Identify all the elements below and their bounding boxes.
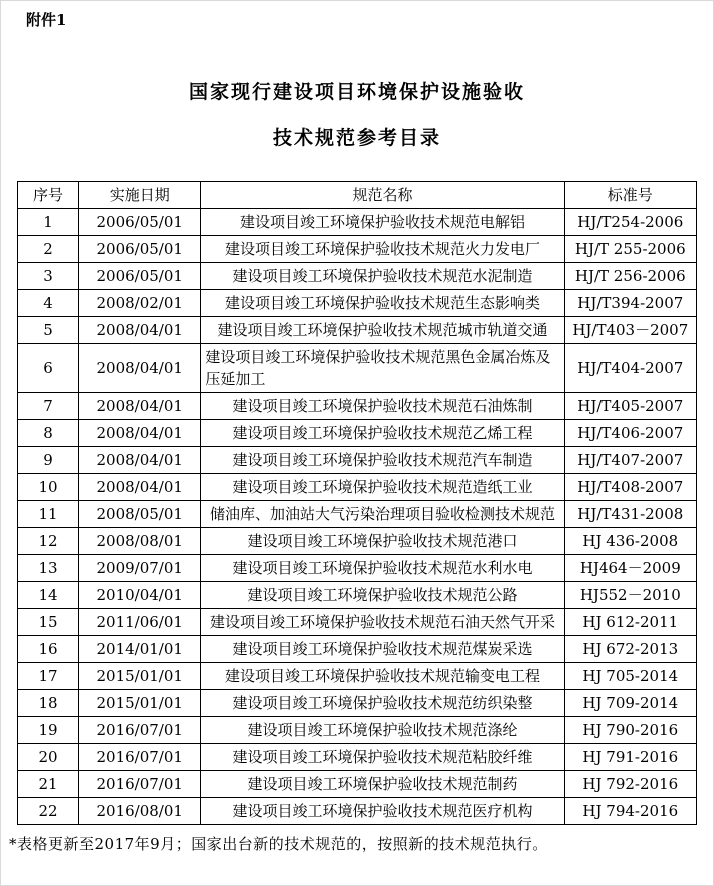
cell-std: HJ/T405-2007 (564, 393, 696, 420)
cell-date: 2008/05/01 (79, 501, 201, 528)
cell-date: 2006/05/01 (79, 236, 201, 263)
cell-std: HJ 672-2013 (564, 636, 696, 663)
cell-name: 建设项目竣工环境保护验收技术规范黑色金属冶炼及压延加工 (201, 344, 564, 393)
cell-std: HJ 709-2014 (564, 690, 696, 717)
table-row (18, 636, 697, 663)
table-row (18, 771, 697, 798)
cell-std: HJ/T254-2006 (564, 209, 696, 236)
cell-no: 8 (18, 420, 79, 447)
cell-name: 建设项目竣工环境保护验收技术规范电解铝 (201, 209, 564, 236)
cell-std: HJ/T407-2007 (564, 447, 696, 474)
cell-no: 9 (18, 447, 79, 474)
cell-date: 2016/07/01 (79, 771, 201, 798)
cell-std: HJ 612-2011 (564, 609, 696, 636)
cell-name: 建设项目竣工环境保护验收技术规范制药 (201, 771, 564, 798)
title-line-2: 技术规范参考目录 (272, 127, 441, 149)
cell-date: 2015/01/01 (79, 690, 201, 717)
cell-name: 建设项目竣工环境保护验收技术规范城市轨道交通 (201, 317, 564, 344)
table-row (18, 209, 697, 236)
table-row (18, 717, 697, 744)
cell-name: 建设项目竣工环境保护验收技术规范煤炭采选 (201, 636, 564, 663)
cell-date: 2006/05/01 (79, 209, 201, 236)
cell-std: HJ/T394-2007 (564, 290, 696, 317)
cell-date: 2011/06/01 (79, 609, 201, 636)
header-cell-no: 序号 (18, 182, 79, 209)
cell-name: 建设项目竣工环境保护验收技术规范水泥制造 (201, 263, 564, 290)
cell-std: HJ/T 256-2006 (564, 263, 696, 290)
table-row (18, 501, 697, 528)
cell-name: 建设项目竣工环境保护验收技术规范水利水电 (201, 555, 564, 582)
cell-name: 建设项目竣工环境保护验收技术规范输变电工程 (201, 663, 564, 690)
cell-no: 7 (18, 393, 79, 420)
cell-no: 2 (18, 236, 79, 263)
table-row (18, 263, 697, 290)
cell-name: 建设项目竣工环境保护验收技术规范乙烯工程 (201, 420, 564, 447)
cell-no: 3 (18, 263, 79, 290)
cell-no: 5 (18, 317, 79, 344)
cell-no: 10 (18, 474, 79, 501)
table-body (18, 209, 697, 825)
table-row (18, 744, 697, 771)
table-row (18, 663, 697, 690)
header-cell-date: 实施日期 (79, 182, 201, 209)
cell-name: 建设项目竣工环境保护验收技术规范石油炼制 (201, 393, 564, 420)
cell-no: 18 (18, 690, 79, 717)
cell-date: 2014/01/01 (79, 636, 201, 663)
cell-date: 2008/04/01 (79, 474, 201, 501)
cell-std: HJ464－2009 (564, 555, 696, 582)
cell-std: HJ 790-2016 (564, 717, 696, 744)
cell-name: 建设项目竣工环境保护验收技术规范汽车制造 (201, 447, 564, 474)
cell-date: 2008/02/01 (79, 290, 201, 317)
cell-no: 4 (18, 290, 79, 317)
footnote: *表格更新至2017年9月；国家出台新的技术规范的，按照新的技术规范执行。 (9, 835, 548, 853)
cell-std: HJ 436-2008 (564, 528, 696, 555)
cell-no: 22 (18, 798, 79, 825)
header-cell-name: 规范名称 (201, 182, 564, 209)
attachment-label: 附件1 (26, 11, 67, 29)
cell-name: 建设项目竣工环境保护验收技术规范医疗机构 (201, 798, 564, 825)
cell-std: HJ/T408-2007 (564, 474, 696, 501)
cell-date: 2009/07/01 (79, 555, 201, 582)
cell-name: 建设项目竣工环境保护验收技术规范造纸工业 (201, 474, 564, 501)
cell-date: 2008/04/01 (79, 447, 201, 474)
cell-name: 建设项目竣工环境保护验收技术规范纺织染整 (201, 690, 564, 717)
cell-date: 2008/04/01 (79, 344, 201, 393)
cell-date: 2016/07/01 (79, 717, 201, 744)
spec-table (17, 181, 697, 825)
table-row (18, 690, 697, 717)
table-row (18, 447, 697, 474)
table-row (18, 528, 697, 555)
cell-std: HJ 794-2016 (564, 798, 696, 825)
cell-std: HJ/T 255-2006 (564, 236, 696, 263)
table-row (18, 420, 697, 447)
cell-no: 14 (18, 582, 79, 609)
cell-no: 21 (18, 771, 79, 798)
cell-name: 建设项目竣工环境保护验收技术规范生态影响类 (201, 290, 564, 317)
cell-no: 12 (18, 528, 79, 555)
cell-std: HJ/T404-2007 (564, 344, 696, 393)
table-row (18, 582, 697, 609)
cell-std: HJ/T403－2007 (564, 317, 696, 344)
table-row (18, 317, 697, 344)
cell-date: 2008/04/01 (79, 393, 201, 420)
cell-std: HJ/T406-2007 (564, 420, 696, 447)
table-row (18, 609, 697, 636)
cell-date: 2008/04/01 (79, 420, 201, 447)
table-row (18, 393, 697, 420)
table-row (18, 344, 697, 393)
cell-no: 19 (18, 717, 79, 744)
cell-no: 6 (18, 344, 79, 393)
cell-std: HJ/T431-2008 (564, 501, 696, 528)
table-row (18, 236, 697, 263)
cell-std: HJ 792-2016 (564, 771, 696, 798)
cell-name: 建设项目竣工环境保护验收技术规范涤纶 (201, 717, 564, 744)
cell-name: 建设项目竣工环境保护验收技术规范火力发电厂 (201, 236, 564, 263)
table-row (18, 474, 697, 501)
table-row (18, 555, 697, 582)
cell-name: 建设项目竣工环境保护验收技术规范公路 (201, 582, 564, 609)
table-row (18, 798, 697, 825)
cell-std: HJ 791-2016 (564, 744, 696, 771)
cell-std: HJ 705-2014 (564, 663, 696, 690)
cell-date: 2016/08/01 (79, 798, 201, 825)
cell-date: 2006/05/01 (79, 263, 201, 290)
table-header-row (18, 182, 697, 209)
cell-date: 2008/08/01 (79, 528, 201, 555)
table-row (18, 290, 697, 317)
cell-date: 2016/07/01 (79, 744, 201, 771)
cell-name: 储油库、加油站大气污染治理项目验收检测技术规范 (201, 501, 564, 528)
cell-no: 17 (18, 663, 79, 690)
cell-no: 16 (18, 636, 79, 663)
cell-no: 11 (18, 501, 79, 528)
cell-no: 13 (18, 555, 79, 582)
cell-no: 15 (18, 609, 79, 636)
cell-no: 20 (18, 744, 79, 771)
cell-date: 2010/04/01 (79, 582, 201, 609)
cell-name: 建设项目竣工环境保护验收技术规范石油天然气开采 (201, 609, 564, 636)
cell-std: HJ552－2010 (564, 582, 696, 609)
document-title (1, 69, 713, 161)
cell-name: 建设项目竣工环境保护验收技术规范粘胶纤维 (201, 744, 564, 771)
cell-no: 1 (18, 209, 79, 236)
cell-date: 2015/01/01 (79, 663, 201, 690)
cell-name: 建设项目竣工环境保护验收技术规范港口 (201, 528, 564, 555)
header-cell-std: 标准号 (564, 182, 696, 209)
cell-date: 2008/04/01 (79, 317, 201, 344)
title-line-1: 国家现行建设项目环境保护设施验收 (188, 81, 525, 103)
